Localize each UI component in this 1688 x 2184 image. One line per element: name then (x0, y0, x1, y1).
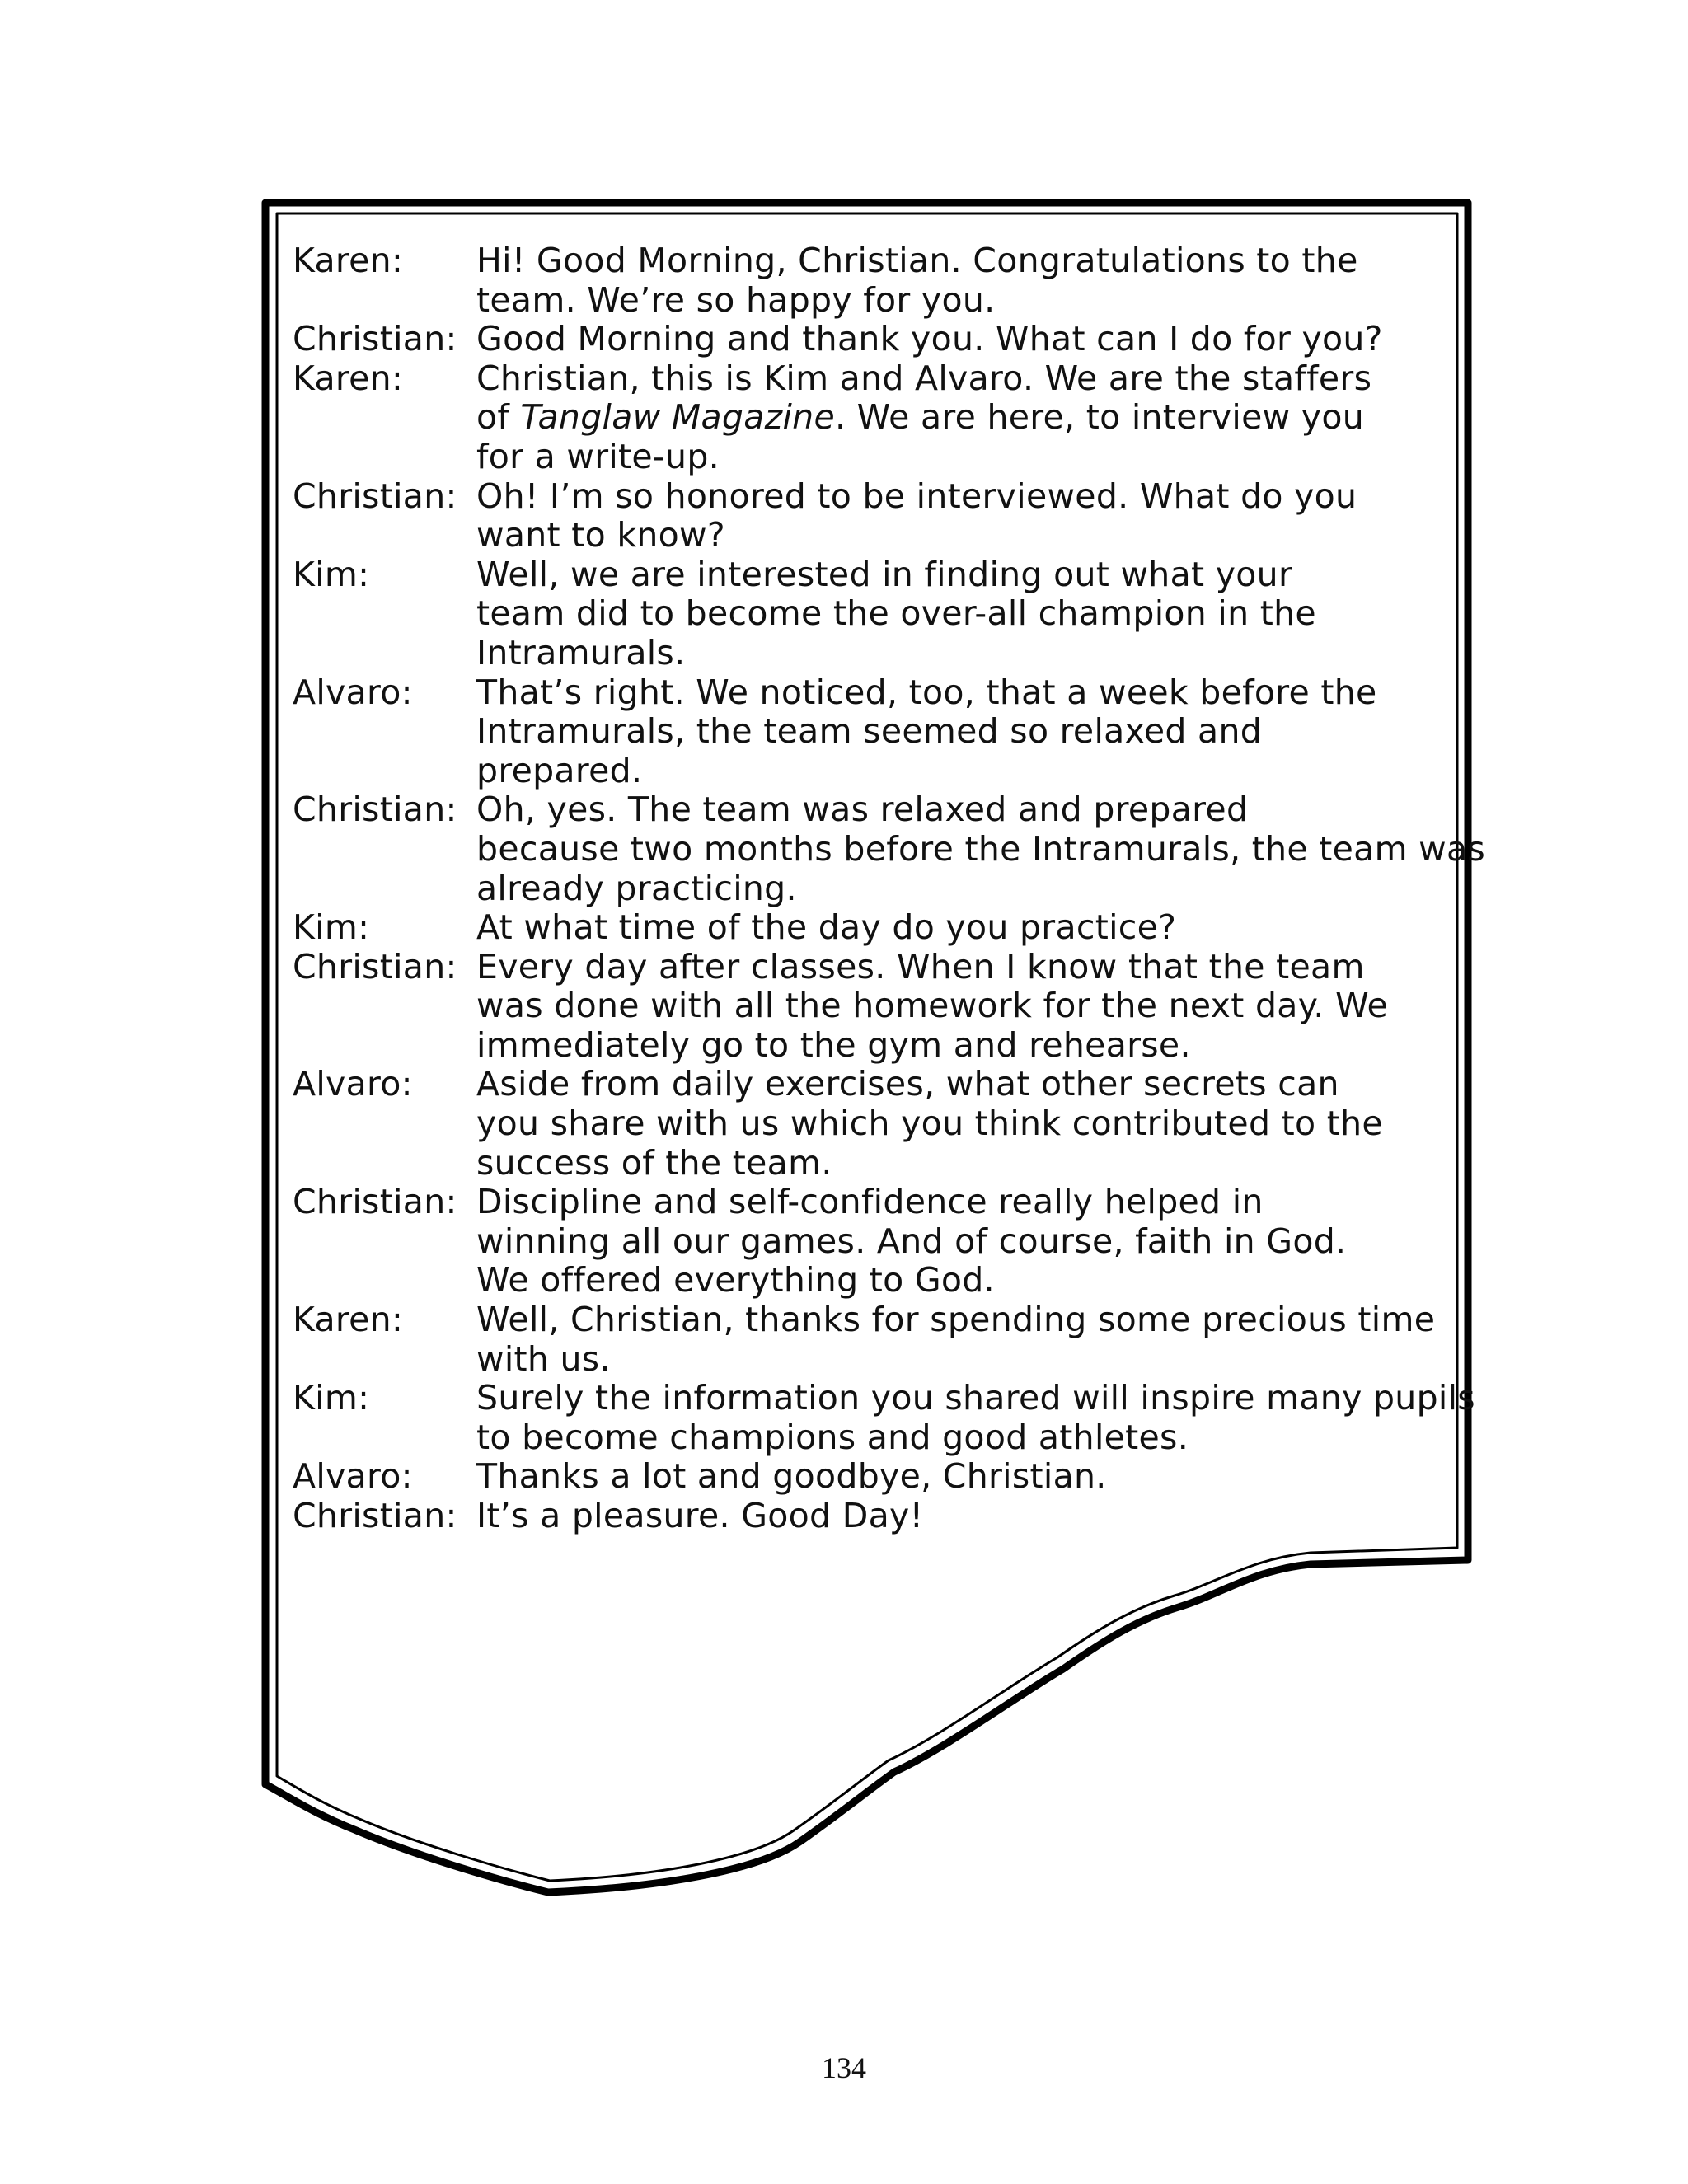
speaker-label: Alvaro: (293, 1456, 413, 1497)
interview-dialogue (293, 241, 1486, 1536)
speech-line: Intramurals, the team seemed so relaxed and (476, 711, 1263, 752)
speaker-label: Christian: (293, 476, 457, 516)
speech-text (476, 359, 1430, 477)
speech-text (476, 1183, 1430, 1301)
speaker-label: Karen: (293, 1300, 404, 1340)
speech-line: Well, we are interested in finding out what your (476, 554, 1293, 594)
speech-fragment: . We are here, to interview you (834, 397, 1365, 438)
dialogue-row (293, 477, 1430, 555)
speech-line: Good Morning and thank you. What can I do for you? (476, 319, 1383, 359)
speech-line: Thanks a lot and goodbye, Christian. (476, 1456, 1107, 1497)
speech-line: immediately go to the gym and rehearse. (476, 1024, 1191, 1065)
speaker-label: Christian: (293, 1182, 457, 1222)
dialogue-row (293, 1497, 1430, 1536)
dialogue-row (293, 241, 1430, 320)
speech-line: because two months before the Intramurals, the team was (476, 828, 1486, 869)
speaker-label: Karen: (293, 241, 404, 280)
speech-text (476, 908, 1430, 948)
speech-fragment: of (476, 397, 521, 438)
speech-line: Oh! I’m so honored to be interviewed. What do you (476, 476, 1357, 516)
speech-text (476, 241, 1430, 320)
speech-line: for a write-up. (476, 436, 720, 476)
speech-line: success of the team. (476, 1142, 832, 1183)
dialogue-row (293, 359, 1430, 477)
speech-line: That’s right. We noticed, too, that a week before the (476, 672, 1377, 712)
speaker-label: Alvaro: (293, 672, 413, 712)
speaker-label: Kim: (293, 554, 370, 594)
speech-line: with us. (476, 1338, 611, 1379)
speech-line: Discipline and self-confidence really helped in (476, 1182, 1264, 1222)
dialogue-row (293, 948, 1430, 1066)
speech-text (476, 673, 1430, 791)
speech-line: Every day after classes. When I know that the team (476, 946, 1365, 987)
speaker-label: Kim: (293, 907, 370, 948)
speech-line (476, 398, 1430, 438)
dialogue-row (293, 790, 1486, 908)
speaker-label: Christian: (293, 790, 457, 830)
speech-text (476, 555, 1430, 673)
dialogue-row (293, 1065, 1430, 1183)
speech-line: We offered everything to God. (476, 1260, 995, 1301)
speaker-label: Karen: (293, 358, 404, 398)
speech-text (476, 320, 1430, 359)
speech-text (476, 1497, 1430, 1536)
page-number: 134 (822, 2051, 866, 2084)
speaker-label: Christian: (293, 946, 457, 987)
speech-line: winning all our games. And of course, faith in God. (476, 1221, 1347, 1261)
speech-line: Surely the information you shared will inspire many pupils (476, 1378, 1475, 1418)
speech-line: already practicing. (476, 868, 797, 908)
speech-line: Hi! Good Morning, Christian. Congratulations to the (476, 241, 1358, 280)
speech-line: you share with us which you think contributed to the (476, 1104, 1383, 1144)
speech-line: team. We’re so happy for you. (476, 279, 996, 320)
magazine-title: Tanglaw Magazine (520, 397, 835, 438)
speech-line: prepared. (476, 750, 643, 790)
speech-text (476, 1301, 1435, 1379)
dialogue-row (293, 1378, 1475, 1457)
speaker-label: Kim: (293, 1378, 370, 1418)
speech-line: Well, Christian, thanks for spending some precious time (476, 1300, 1436, 1340)
speech-text (476, 790, 1485, 908)
dialogue-row (293, 320, 1430, 359)
dialogue-row (293, 555, 1430, 673)
speaker-label: Christian: (293, 1496, 457, 1535)
speech-line: want to know? (476, 515, 725, 555)
dialogue-row (293, 673, 1430, 791)
speech-line: Aside from daily exercises, what other secrets can (476, 1064, 1339, 1104)
dialogue-row (293, 1300, 1436, 1379)
speech-line: to become champions and good athletes. (476, 1417, 1189, 1457)
dialogue-row (293, 908, 1430, 948)
speech-line: It’s a pleasure. Good Day! (476, 1496, 924, 1535)
speech-line: Oh, yes. The team was relaxed and prepared (476, 790, 1249, 830)
dialogue-row (293, 1183, 1430, 1301)
speech-line: Christian, this is Kim and Alvaro. We are the staffers (476, 358, 1372, 398)
speech-line: At what time of the day do you practice? (476, 907, 1177, 948)
speaker-label: Alvaro: (293, 1064, 413, 1104)
speech-text (476, 477, 1430, 555)
speaker-label: Christian: (293, 319, 457, 359)
speech-line: was done with all the homework for the next day. We (476, 986, 1389, 1026)
speech-line: Intramurals. (476, 632, 686, 673)
speech-text (476, 1065, 1430, 1183)
speech-text (476, 1379, 1475, 1457)
speech-text (476, 948, 1430, 1066)
dialogue-row (293, 1457, 1430, 1497)
speech-line: team did to become the over-all champion in the (476, 593, 1316, 634)
speech-text (476, 1457, 1430, 1497)
